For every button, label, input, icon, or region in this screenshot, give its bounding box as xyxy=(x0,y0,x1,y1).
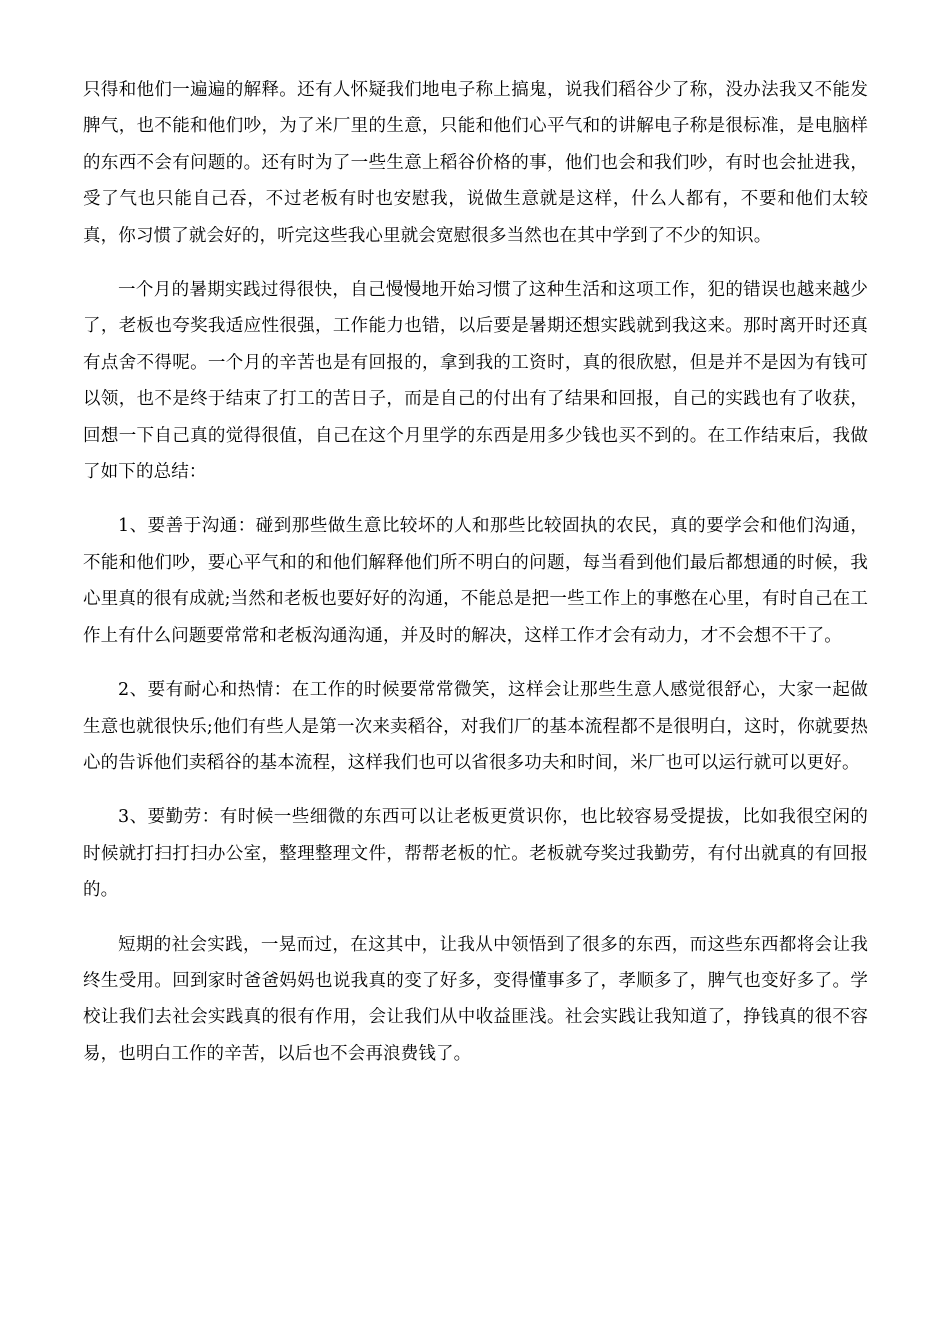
paragraph-continuation: 只得和他们一遍遍的解释。还有人怀疑我们地电子称上搞鬼，说我们稻谷少了称，没办法我又不能发脾气，也不能和他们吵，为了米厂里的生意，只能和他们心平气和的讲解电子称是很标准，是电脑样的东西不会有问题的。还有时为了一些生意上稻谷价格的事，他们也会和我们吵，有时也会扯进我，受了气也只能自己吞，不过老板有时也安慰我，说做生意就是这样，什么人都有，不要和他们太较真，你习惯了就会好的，听完这些我心里就会宽慰很多当然也在其中学到了不少的知识。 xyxy=(83,80,868,246)
paragraph-point-communication: 1、要善于沟通：碰到那些做生意比较坏的人和那些比较固执的农民，真的要学会和他们沟通，不能和他们吵，要心平气和的和他们解释他们所不明白的问题，每当看到他们最后都想通的时候，我心里真的很有成就;当然和老板也要好好的沟通，不能总是把一些工作上的事憋在心里，有时自己在工作上有什么问题要常常和老板沟通沟通，并及时的解决，这样工作才会有动力，才不会想不干了。 xyxy=(83,516,868,646)
document-body xyxy=(83,72,868,1090)
paragraph-point-diligence: 3、要勤劳：有时候一些细微的东西可以让老板更赏识你，也比较容易受提拔，比如我很空闲的时候就打扫打扫办公室，整理整理文件，帮帮老板的忙。老板就夸奖过我勤劳，有付出就真的有回报的。 xyxy=(83,807,868,901)
paragraph-point-patience: 2、要有耐心和热情：在工作的时候要常常微笑，这样会让那些生意人感觉很舒心，大家一起做生意也就很快乐;他们有些人是第一次来卖稻谷，对我们厂的基本流程都不是很明白，这时，你就要热心的告诉他们卖稻谷的基本流程，这样我们也可以省很多功夫和时间，米厂也可以运行就可以更好。 xyxy=(83,680,868,773)
paragraph-conclusion: 短期的社会实践，一晃而过，在这其中，让我从中领悟到了很多的东西，而这些东西都将会让我终生受用。回到家时爸爸妈妈也说我真的变了好多，变得懂事多了，孝顺多了，脾气也变好多了。学校让我们去社会实践真的很有作用，会让我们从中收益匪浅。社会实践让我知道了，挣钱真的很不容易，也明白工作的辛苦，以后也不会再浪费钱了。 xyxy=(83,934,868,1064)
paragraph-summer-practice: 一个月的暑期实践过得很快，自己慢慢地开始习惯了这种生活和这项工作，犯的错误也越来越少了，老板也夸奖我适应性很强，工作能力也错，以后要是暑期还想实践就到我这来。那时离开时还真有点舍不得呢。一个月的辛苦也是有回报的，拿到我的工资时，真的很欣慰，但是并不是因为有钱可以领，也不是终于结束了打工的苦日子，而是自己的付出有了结果和回报，自己的实践也有了收获，回想一下自己真的觉得很值，自己在这个月里学的东西是用多少钱也买不到的。在工作结束后，我做了如下的总结： xyxy=(83,280,868,483)
